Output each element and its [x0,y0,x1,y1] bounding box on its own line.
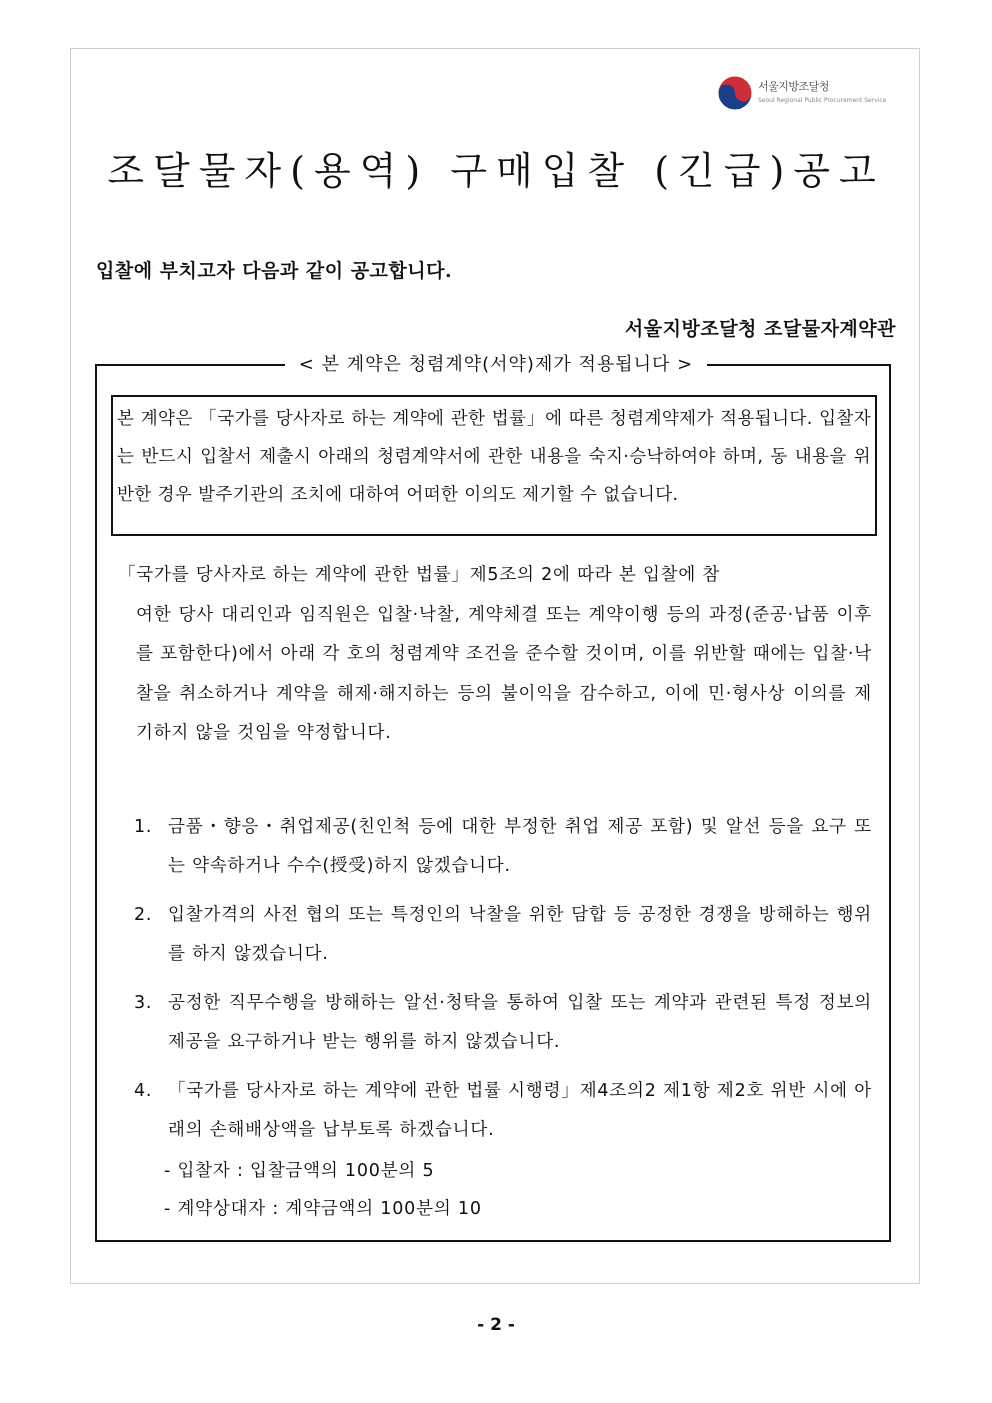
agency-logo [716,72,896,116]
item-text: 공정한 직무수행을 방해하는 알선·청탁을 통하여 입찰 또는 계약과 관련된 특정 정보의 제공을 요구하거나 받는 행위를 하지 않겠습니다. [168,993,872,1052]
box-legend-label: < 본 계약은 청렴계약(서약)제가 적용됩니다 > [285,354,707,375]
item-number: 2. [134,905,153,925]
list-item [134,896,872,974]
item-text: 「국가를 당사자로 하는 계약에 관한 법률 시행령」제4조의2 제1항 제2호 위반 시에 아래의 손해배상액을 납부토록 하겠습니다. [168,1081,872,1140]
pledge-body: 여한 당사 대리인과 임직원은 입찰·낙찰, 계약체결 또는 계약이행 등의 과정(준공·납품 이후를 포함한다)에서 아래 각 호의 청렴계약 조건을 준수할 것이며, 이를 위반할 때에는 입찰·낙찰을 취소하거나 계약을 해제·해지하는 등의 불이익을 감수하고, 이에 민·형사상 이의를 제기하지 않을 것임을 약정합니다. [136,604,872,743]
item-number: 1. [134,817,153,837]
notice-box: 본 계약은 「국가를 당사자로 하는 계약에 관한 법률」에 따른 청렴계약제가 적용됩니다. 입찰자는 반드시 입찰서 제출시 아래의 청렴계약서에 관한 내용을 숙지·승낙하여야 하며, 동 내용을 위반한 경우 발주기관의 조치에 대하여 어떠한 이의도 제기할 수 없습니다. [111,395,877,536]
list-item [134,984,872,1062]
page-title: 조달물자(용역) 구매입찰 (긴급)공고 [107,149,885,193]
item-text: 금품・향응・취업제공(친인척 등에 대한 부정한 취업 제공 포함) 및 알선 등을 요구 또는 약속하거나 수수(授受)하지 않겠습니다. [168,817,872,876]
intro-text: 입찰에 부치고자 다음과 같이 공고합니다. [96,260,453,282]
taegeuk-emblem-icon [716,74,754,112]
page-number: - 2 - [477,1315,515,1335]
sub-item-contractor: - 계약상대자 : 계약금액의 100분의 10 [164,1199,482,1219]
issuer-text: 서울지방조달청 조달물자계약관 [624,318,896,340]
list-item [134,808,872,886]
box-legend [0,350,992,376]
logo-subtitle: Seoul Regional Public Procurement Service [758,97,887,104]
list-item [134,1072,872,1150]
item-number: 4. [134,1081,153,1101]
pledge-paragraph [118,556,872,754]
item-text: 입찰가격의 사전 협의 또는 특정인의 낙찰을 위한 담합 등 공정한 경쟁을 방해하는 행위를 하지 않겠습니다. [168,905,872,964]
item-number: 3. [134,993,153,1013]
sub-item-bidder: - 입찰자 : 입찰금액의 100분의 5 [164,1161,435,1181]
pledge-first-line: 「국가를 당사자로 하는 계약에 관한 법률」제5조의 2에 따라 본 입찰에 참 [118,565,721,585]
logo-name: 서울지방조달청 [758,80,829,93]
